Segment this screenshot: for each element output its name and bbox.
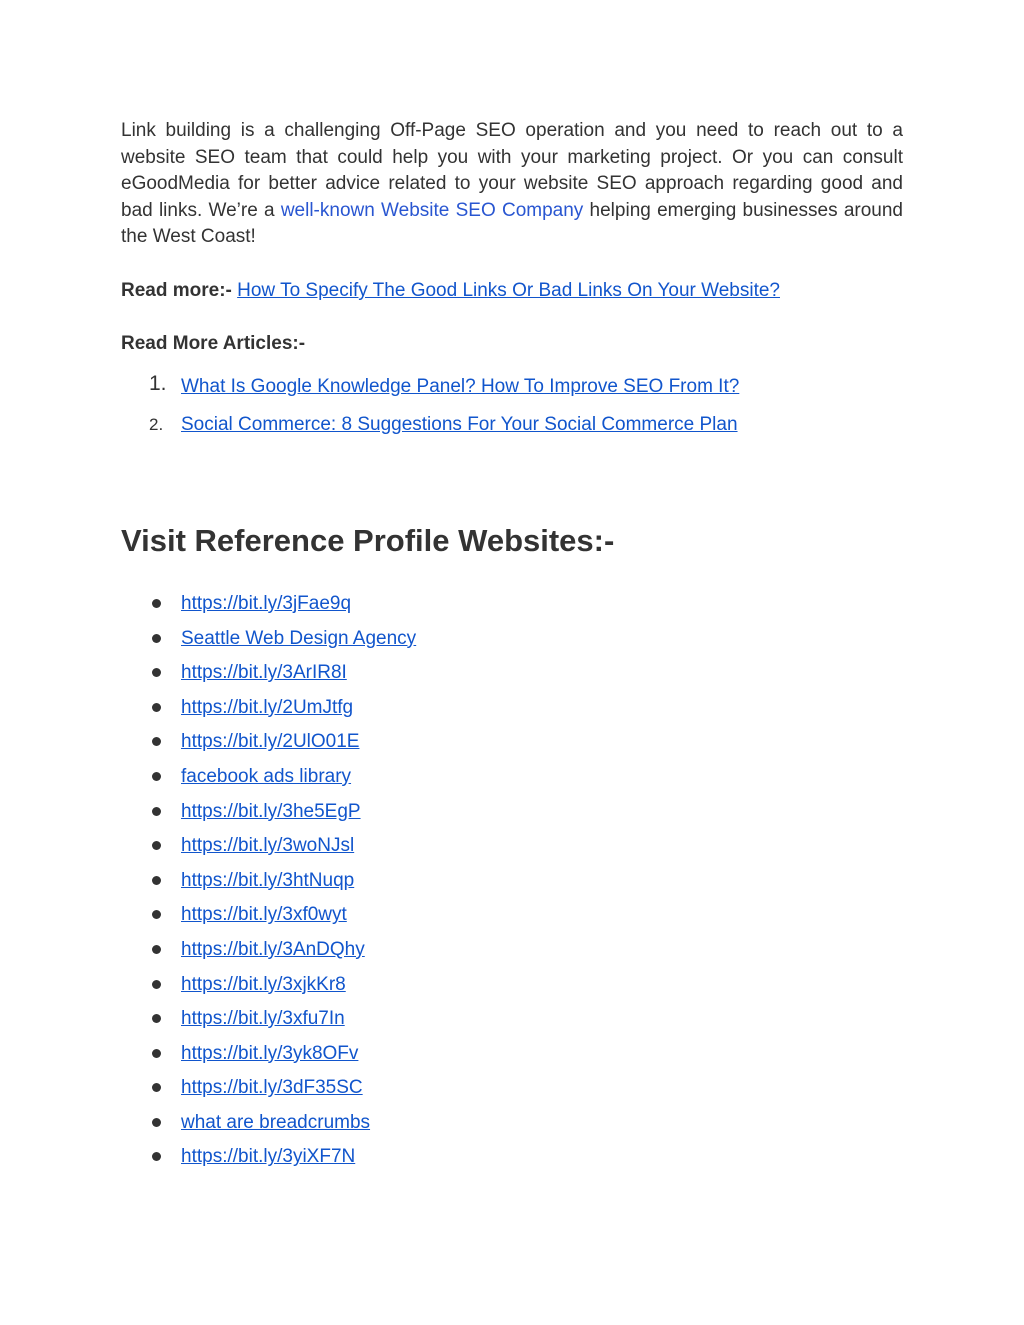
reference-link[interactable]: https://bit.ly/3ArIR8I (181, 662, 347, 684)
bullet-icon (152, 668, 161, 677)
read-more-link[interactable]: How To Specify The Good Links Or Bad Links On Your Website? (237, 279, 780, 301)
bullet-icon (152, 772, 161, 781)
reference-link[interactable]: https://bit.ly/3jFae9q (181, 592, 352, 614)
bullet-icon (152, 910, 161, 919)
reference-link[interactable]: https://bit.ly/2UmJtfg (181, 696, 354, 718)
reference-link[interactable]: facebook ads library (181, 765, 352, 787)
list-item (121, 371, 903, 400)
reference-link[interactable]: Seattle Web Design Agency (181, 627, 417, 649)
reference-link[interactable]: https://bit.ly/3yiXF7N (181, 1146, 356, 1168)
bullet-icon (152, 634, 161, 643)
bullet-icon (152, 1049, 161, 1058)
intro-text-after: helping emerging businesses around the West Coast! (121, 199, 903, 248)
bullet-icon (152, 807, 161, 816)
list-item (121, 1144, 903, 1179)
document-page (121, 118, 903, 1179)
reference-link[interactable]: https://bit.ly/3htNuqp (181, 869, 355, 891)
articles-heading: Read More Articles:- (121, 332, 306, 354)
read-more-label: Read more:- (121, 279, 232, 301)
read-more-line (121, 278, 903, 304)
list-number: 2. (149, 414, 164, 434)
list-item (121, 1075, 903, 1110)
list-number: 1. (149, 371, 167, 395)
list-item (121, 591, 903, 626)
reference-link[interactable]: https://bit.ly/3xf0wyt (181, 904, 347, 926)
bullet-icon (152, 599, 161, 608)
bullet-icon (152, 876, 161, 885)
list-item (121, 1110, 903, 1145)
intro-paragraph (121, 118, 903, 251)
intro-text-before: Link building is a challenging Off-Page SEO operation and you need to reach out to a website SEO team that could help you with your marketing project. Or you can consult eGoodMedia for better advice related to your website SEO approach regarding good and bad links. We’re a (121, 120, 903, 221)
list-item (121, 412, 903, 438)
reference-link[interactable]: https://bit.ly/3he5EgP (181, 800, 361, 822)
bullet-icon (152, 1083, 161, 1092)
reference-link[interactable]: https://bit.ly/3yk8OFv (181, 1042, 359, 1064)
article-link[interactable]: Social Commerce: 8 Suggestions For Your Social Commerce Plan (181, 413, 738, 435)
bullet-icon (152, 945, 161, 954)
bullet-icon (152, 980, 161, 989)
references-title: Visit Reference Profile Websites:- (121, 522, 615, 558)
reference-link[interactable]: https://bit.ly/2UlO01E (181, 731, 360, 753)
list-item (121, 695, 903, 730)
bullet-icon (152, 1118, 161, 1127)
articles-list (121, 371, 903, 438)
list-item (121, 972, 903, 1007)
article-link[interactable]: What Is Google Knowledge Panel? How To Improve SEO From It? (181, 375, 740, 397)
list-item (121, 833, 903, 868)
references-list (121, 591, 903, 1179)
reference-link[interactable]: https://bit.ly/3dF35SC (181, 1077, 363, 1099)
reference-link[interactable]: what are breadcrumbs (181, 1111, 371, 1133)
bullet-icon (152, 1014, 161, 1023)
bullet-icon (152, 737, 161, 746)
bullet-icon (152, 841, 161, 850)
reference-link[interactable]: https://bit.ly/3xjkKr8 (181, 973, 346, 995)
reference-link[interactable]: https://bit.ly/3AnDQhy (181, 938, 365, 960)
bullet-icon (152, 703, 161, 712)
list-item (121, 902, 903, 937)
reference-link[interactable]: https://bit.ly/3xfu7In (181, 1008, 345, 1030)
seo-company-link[interactable]: well-known Website SEO Company (280, 199, 584, 221)
list-item (121, 1006, 903, 1041)
list-item (121, 799, 903, 834)
list-item (121, 660, 903, 695)
bullet-icon (152, 1152, 161, 1161)
list-item (121, 764, 903, 799)
list-item (121, 626, 903, 661)
list-item (121, 729, 903, 764)
list-item (121, 868, 903, 903)
reference-link[interactable]: https://bit.ly/3woNJsl (181, 835, 355, 857)
list-item (121, 937, 903, 972)
list-item (121, 1041, 903, 1076)
